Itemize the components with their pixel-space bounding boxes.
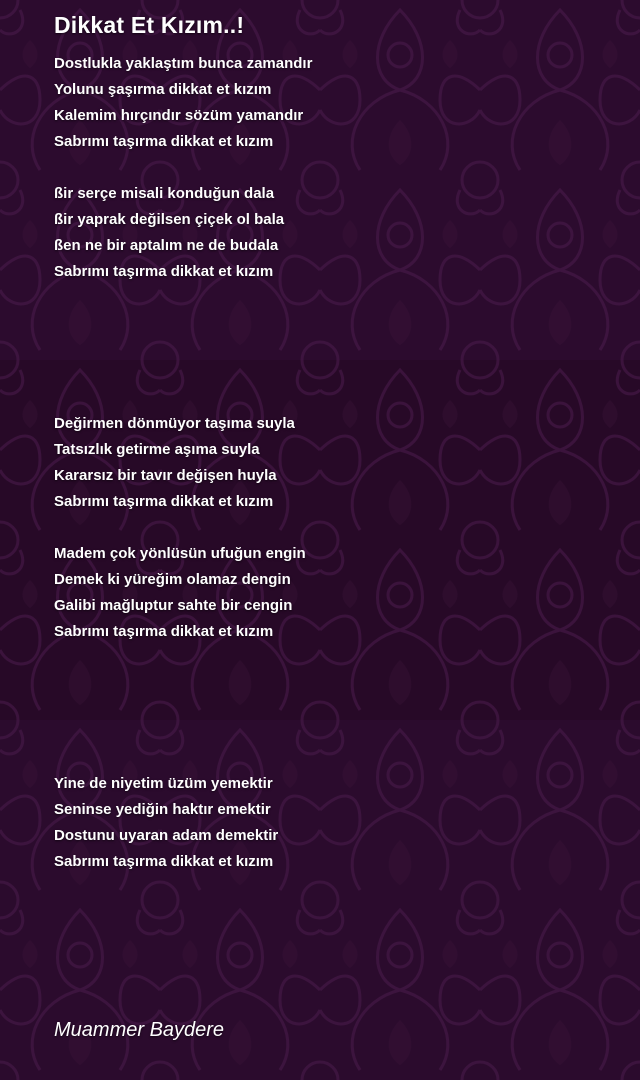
- poem-line: Yine de niyetim üzüm yemektir: [54, 775, 273, 792]
- stanza-3: [54, 411, 295, 515]
- poem-line: Yolunu şaşırma dikkat et kızım: [54, 81, 272, 98]
- poem-line: Dostunu uyaran adam demektir: [54, 827, 279, 844]
- author-name: Muammer Baydere: [54, 1019, 225, 1041]
- poem-line: Tatsızlık getirme aşıma suyla: [54, 441, 260, 458]
- poem-line: Sabrımı taşırma dikkat et kızım: [54, 623, 274, 640]
- poem-line: Kararsız bir tavır değişen huyla: [54, 467, 277, 484]
- poem-line: Demek ki yüreğim olamaz dengin: [54, 571, 291, 588]
- poem-line: Madem çok yönlüsün ufuğun engin: [54, 545, 306, 562]
- poem-line: Seninse yediğin haktır emektir: [54, 801, 271, 818]
- poem-line: ßir serçe misali konduğun dala: [54, 185, 275, 202]
- poem-line: Sabrımı taşırma dikkat et kızım: [54, 263, 274, 280]
- poem-title: Dikkat Et Kızım..!: [54, 12, 245, 38]
- stanza-1: [54, 51, 312, 155]
- stanza-5: [54, 771, 278, 875]
- poem-line: ßen ne bir aptalım ne de budala: [54, 237, 279, 254]
- poem-line: Sabrımı taşırma dikkat et kızım: [54, 133, 274, 150]
- poem-line: Sabrımı taşırma dikkat et kızım: [54, 853, 274, 870]
- stanza-2: [54, 181, 284, 285]
- poem-line: Değirmen dönmüyor taşıma suyla: [54, 415, 295, 432]
- stanza-4: [54, 541, 306, 645]
- poem-line: Sabrımı taşırma dikkat et kızım: [54, 493, 274, 510]
- poem-line: Galibi mağluptur sahte bir cengin: [54, 597, 293, 614]
- poem-line: Dostlukla yaklaştım bunca zamandır: [54, 55, 313, 72]
- poem-line: ßir yaprak değilsen çiçek ol bala: [54, 211, 285, 228]
- poem-line: Kalemim hırçındır sözüm yamandır: [54, 107, 304, 124]
